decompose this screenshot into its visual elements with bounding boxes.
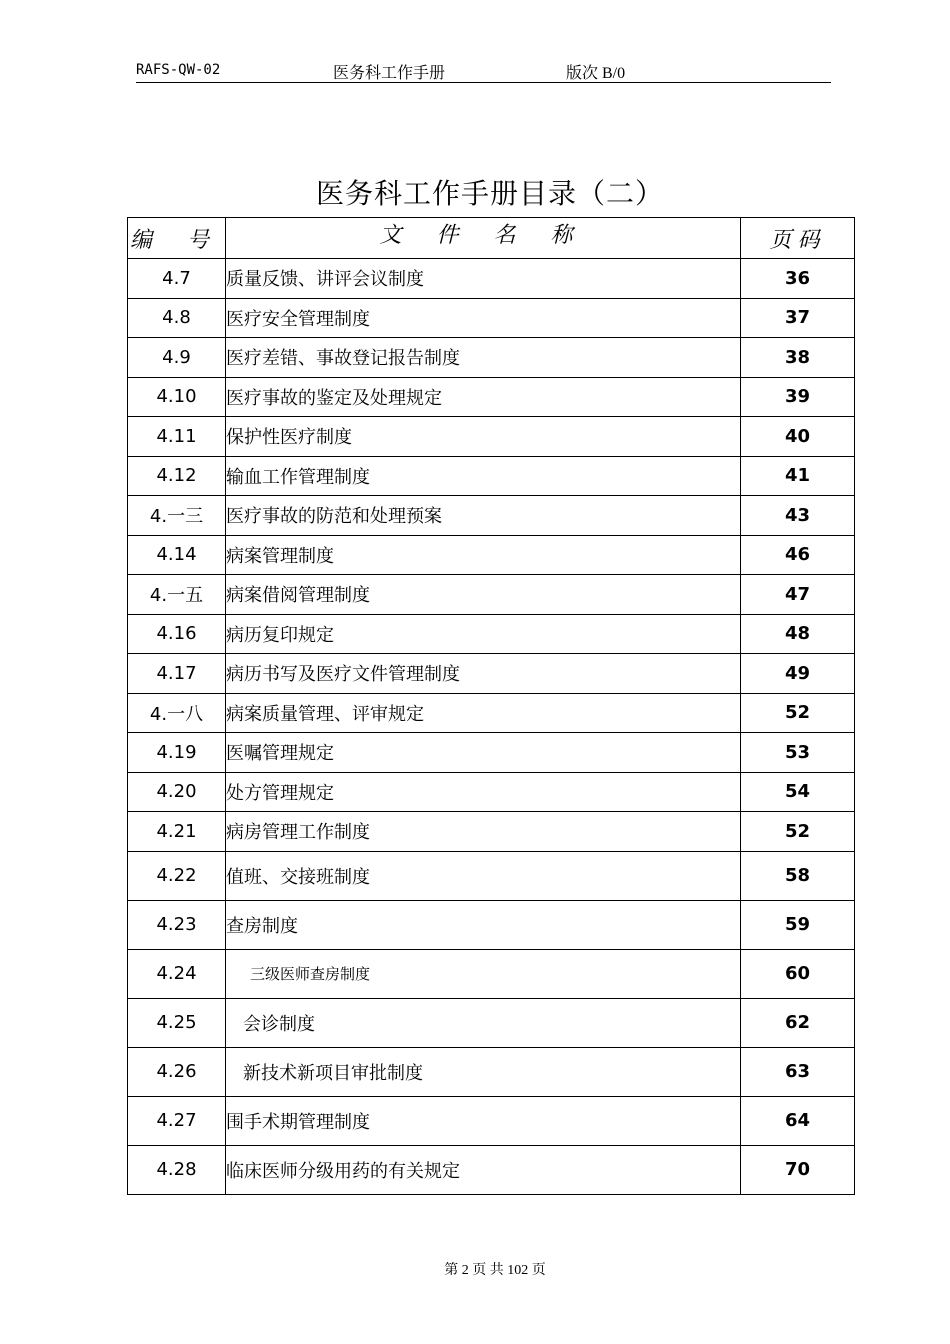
table-row: [128, 1047, 855, 1096]
table-row: [128, 772, 855, 812]
column-header-number: 编 号: [128, 218, 226, 259]
row-name: 医嘱管理规定: [226, 733, 741, 773]
table-row: [128, 900, 855, 949]
row-page: 43: [741, 496, 855, 536]
table-row: [128, 417, 855, 457]
document-title: 医务科工作手册目录（二）: [315, 177, 664, 210]
row-name: 输血工作管理制度: [226, 456, 741, 496]
row-name: 医疗差错、事故登记报告制度: [226, 338, 741, 378]
row-name: 值班、交接班制度: [226, 851, 741, 900]
row-number: 4.一八: [128, 693, 226, 733]
page-header: [136, 58, 831, 83]
table-row: [128, 377, 855, 417]
row-page: 58: [741, 851, 855, 900]
row-number: 4.14: [128, 535, 226, 575]
row-page: 60: [741, 949, 855, 998]
row-number: 4.一三: [128, 496, 226, 536]
row-name: 病历复印规定: [226, 614, 741, 654]
row-number: 4.16: [128, 614, 226, 654]
row-number: 4.28: [128, 1145, 226, 1194]
row-page: 48: [741, 614, 855, 654]
row-name: 保护性医疗制度: [226, 417, 741, 457]
row-number: 4.8: [128, 298, 226, 338]
row-page: 46: [741, 535, 855, 575]
row-number: 4.23: [128, 900, 226, 949]
table-row: [128, 535, 855, 575]
row-name: 新技术新项目审批制度: [226, 1047, 741, 1096]
row-name: 质量反馈、讲评会议制度: [226, 259, 741, 299]
row-name: 病案质量管理、评审规定: [226, 693, 741, 733]
row-page: 52: [741, 693, 855, 733]
row-page: 52: [741, 812, 855, 852]
row-name: 临床医师分级用药的有关规定: [226, 1145, 741, 1194]
table-row: [128, 949, 855, 998]
row-page: 41: [741, 456, 855, 496]
row-number: 4.26: [128, 1047, 226, 1096]
row-number: 4.9: [128, 338, 226, 378]
row-page: 49: [741, 654, 855, 694]
table-row: [128, 456, 855, 496]
row-name: 病房管理工作制度: [226, 812, 741, 852]
row-number: 4.10: [128, 377, 226, 417]
row-number: 4.19: [128, 733, 226, 773]
row-name: 会诊制度: [226, 998, 741, 1047]
row-page: 38: [741, 338, 855, 378]
manual-title: 医务科工作手册: [333, 65, 446, 82]
table-row: [128, 654, 855, 694]
table-row: [128, 851, 855, 900]
version-label: 版次 B/0: [566, 65, 626, 82]
row-number: 4.17: [128, 654, 226, 694]
row-name: 围手术期管理制度: [226, 1096, 741, 1145]
row-number: 4.11: [128, 417, 226, 457]
column-header-page: 页码: [741, 218, 855, 259]
row-number: 4.7: [128, 259, 226, 299]
row-page: 53: [741, 733, 855, 773]
table-row: [128, 812, 855, 852]
row-page: 59: [741, 900, 855, 949]
table-row: [128, 693, 855, 733]
row-number: 4.22: [128, 851, 226, 900]
table-row: [128, 998, 855, 1047]
row-page: 36: [741, 259, 855, 299]
row-name: 病案借阅管理制度: [226, 575, 741, 615]
row-name: 病案管理制度: [226, 535, 741, 575]
table-row: [128, 298, 855, 338]
row-page: 40: [741, 417, 855, 457]
table-row: [128, 1145, 855, 1194]
row-page: 47: [741, 575, 855, 615]
page-footer: 第 2 页 共 102 页: [444, 1263, 546, 1278]
row-number: 4.25: [128, 998, 226, 1047]
toc-header-row: [128, 218, 855, 259]
row-page: 70: [741, 1145, 855, 1194]
toc-table: [127, 217, 855, 1195]
row-name: 医疗事故的鉴定及处理规定: [226, 377, 741, 417]
row-number: 4.24: [128, 949, 226, 998]
row-page: 63: [741, 1047, 855, 1096]
table-row: [128, 733, 855, 773]
table-row: [128, 575, 855, 615]
row-name: 医疗事故的防范和处理预案: [226, 496, 741, 536]
table-row: [128, 614, 855, 654]
row-name: 查房制度: [226, 900, 741, 949]
row-name: 三级医师查房制度: [226, 949, 741, 998]
row-page: 54: [741, 772, 855, 812]
table-row: [128, 496, 855, 536]
row-page: 62: [741, 998, 855, 1047]
table-row: [128, 338, 855, 378]
table-row: [128, 259, 855, 299]
row-page: 37: [741, 298, 855, 338]
row-number: 4.21: [128, 812, 226, 852]
document-code: RAFS-QW-02: [136, 62, 221, 78]
row-number: 4.一五: [128, 575, 226, 615]
row-name: 医疗安全管理制度: [226, 298, 741, 338]
row-page: 64: [741, 1096, 855, 1145]
table-row: [128, 1096, 855, 1145]
column-header-name: 文 件 名 称: [226, 218, 741, 259]
row-number: 4.20: [128, 772, 226, 812]
row-page: 39: [741, 377, 855, 417]
row-name: 病历书写及医疗文件管理制度: [226, 654, 741, 694]
row-number: 4.27: [128, 1096, 226, 1145]
row-number: 4.12: [128, 456, 226, 496]
row-name: 处方管理规定: [226, 772, 741, 812]
